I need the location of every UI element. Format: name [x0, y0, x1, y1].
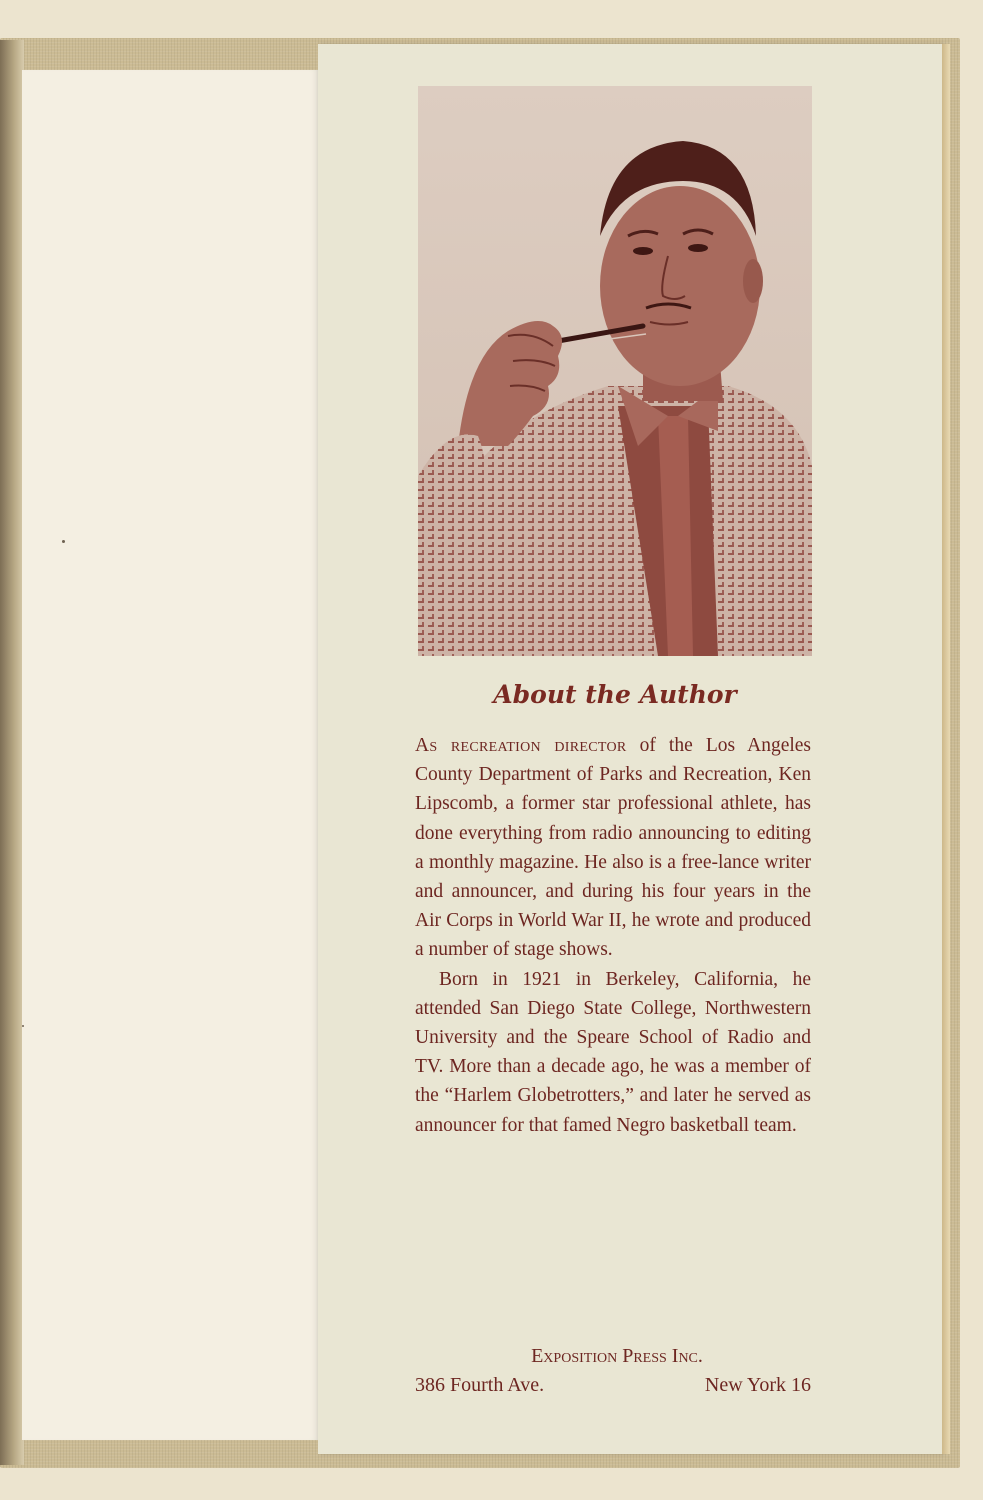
- address-street: 386 Fourth Ave.: [415, 1374, 545, 1396]
- jacket-flap-edge: [942, 44, 950, 1454]
- bio-lead-in: As recreation director: [415, 735, 627, 756]
- paper-speck: [22, 1025, 24, 1027]
- publisher-name: Exposition Press Inc.: [531, 1345, 703, 1367]
- book-spine: [0, 40, 24, 1465]
- publisher-imprint: [415, 1345, 811, 1397]
- address-city: New York 16: [704, 1374, 811, 1396]
- left-endpaper: [22, 70, 318, 1440]
- bio-paragraph-1-text: of the Los Angeles County Department of Parks and Recreation, Ken Lipscomb, a former star professional athlete, has done everything from radio announcing to editing a monthly magazine. He also is a free-lance writer and announcer, and during his four years in the Air Corps in World War II, he wrote and produced a number of stage shows.: [415, 735, 812, 961]
- about-author-heading: About the Author: [493, 680, 737, 709]
- publisher-address: [415, 1374, 811, 1397]
- author-biography: [415, 731, 811, 1140]
- author-photo: [418, 86, 812, 656]
- bio-paragraph-1: [415, 731, 811, 965]
- author-portrait-illustration: [418, 86, 812, 656]
- paper-speck: [62, 540, 65, 543]
- bio-paragraph-2: Born in 1921 in Berkeley, California, he attended San Diego State College, Northwestern University and the Speare School of Radio and TV. More than a decade ago, he was a member of the “Harlem Globetrotters,” and later he served as announcer for that famed Negro basketball team.: [415, 968, 811, 1136]
